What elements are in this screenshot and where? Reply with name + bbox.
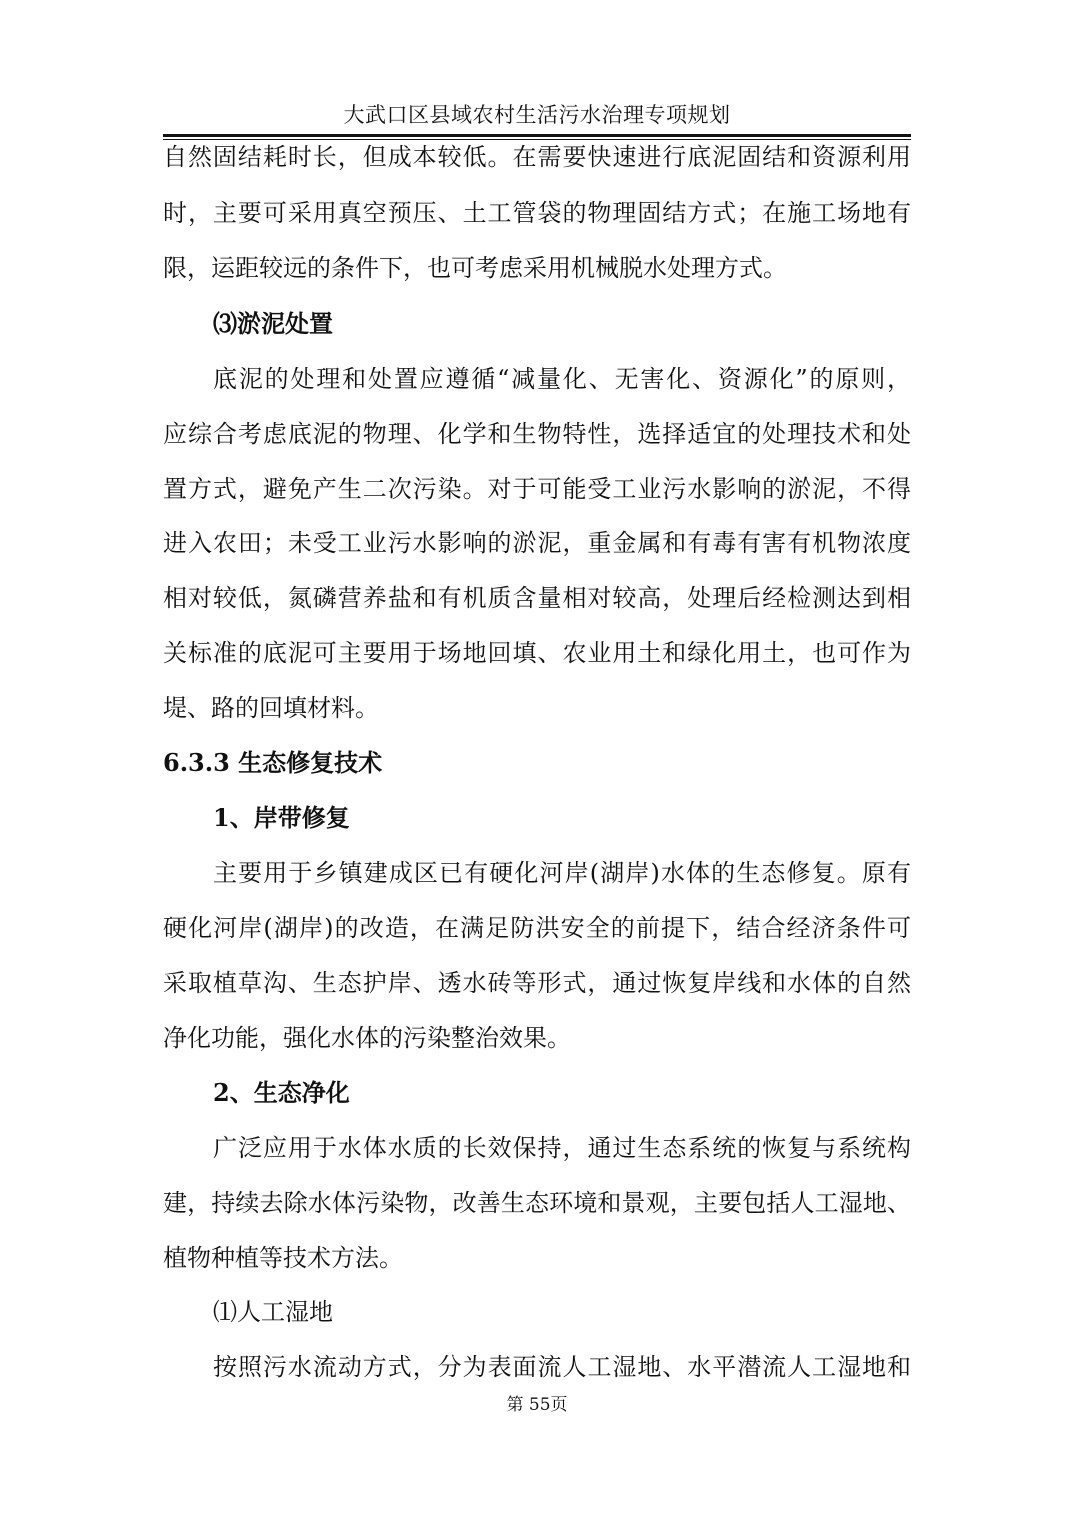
body-line: 限，运距较远的条件下，也可考虑采用机械脱水处理方式。 [163,254,787,282]
body-line: 广泛应用于水体水质的长效保持，通过生态系统的恢复与系统构 [213,1134,911,1162]
body-line: 底泥的处理和处置应遵循“减量化、无害化、资源化”的原则， [213,365,911,393]
subheading-shore-restoration: 1、岸带修复 [213,803,350,832]
body-line: 进入农田；未受工业污水影响的淤泥，重金属和有毒有害有机物浓度 [163,529,911,557]
body-line: 自然固结耗时长，但成本较低。在需要快速进行底泥固结和资源利用 [163,143,911,171]
subheading-ecological-purification: 2、生态净化 [213,1078,350,1107]
body-line: 关标准的底泥可主要用于场地回填、农业用土和绿化用土，也可作为 [163,639,911,667]
body-line: 硬化河岸(湖岸)的改造，在满足防洪安全的前提下，结合经济条件可 [163,914,911,942]
body-line: 时，主要可采用真空预压、土工管袋的物理固结方式；在施工场地有 [163,199,911,227]
running-header-title: 大武口区县域农村生活污水治理专项规划 [343,103,731,127]
page-number: 第 55页 [506,1395,568,1415]
subheading-sludge-disposal: ⑶淤泥处置 [213,309,333,338]
body-line: 植物种植等技术方法。 [163,1244,403,1272]
section-heading-6-3-3: 6.3.3 生态修复技术 [163,748,383,777]
body-line: 主要用于乡镇建成区已有硬化河岸(湖岸)水体的生态修复。原有 [213,859,911,887]
body-line: 置方式，避免产生二次污染。对于可能受工业污水影响的淤泥，不得 [163,475,911,503]
header-rule-thick [163,134,911,137]
body-line: 堤、路的回填材料。 [163,694,379,722]
body-line: 采取植草沟、生态护岸、透水砖等形式，通过恢复岸线和水体的自然 [163,969,911,997]
body-line: 建，持续去除水体污染物，改善生态环境和景观，主要包括人工湿地、 [163,1189,911,1217]
body-line: 按照污水流动方式，分为表面流人工湿地、水平潜流人工湿地和 [213,1353,911,1381]
body-line: 净化功能，强化水体的污染整治效果。 [163,1024,571,1052]
body-line: 应综合考虑底泥的物理、化学和生物特性，选择适宜的处理技术和处 [163,420,911,448]
body-line: 相对较低，氮磷营养盐和有机质含量相对较高，处理后经检测达到相 [163,584,911,612]
subheading-constructed-wetland: ⑴人工湿地 [213,1298,333,1326]
